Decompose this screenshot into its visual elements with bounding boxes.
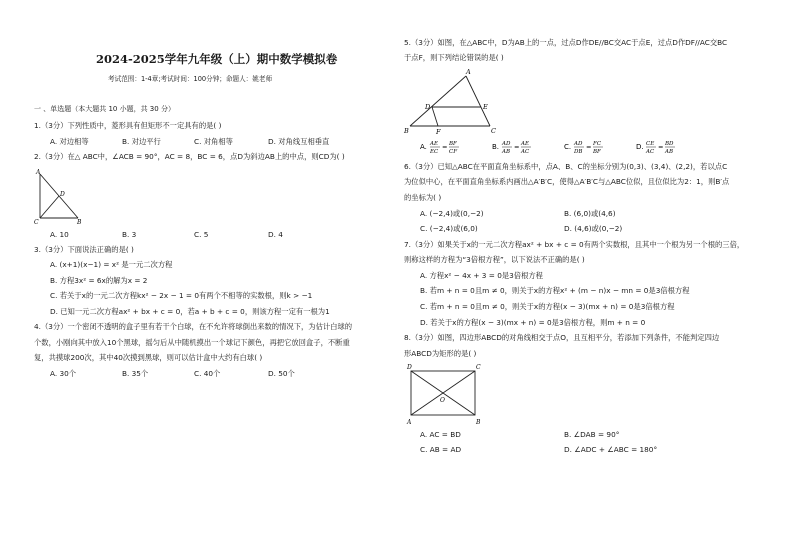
q8-label-o: O: [440, 397, 445, 404]
q6-option-d: D. (4,6)或(0,−2): [564, 224, 623, 233]
q1-option-c: C. 对角相等: [194, 137, 233, 146]
q7-option-b: B. 若m + n = 0且m ≠ 0，则关于x的方程x² + (m − n)x − mn = 0是3倍根方程: [420, 286, 690, 295]
q4-stem-line-2: 个数，小刚向其中放入10个黑球，摇匀后从中随机摸出一个球记下颜色，再把它放回盒子，不断重: [34, 338, 350, 347]
q7-option-c: C. 若m + n = 0且m ≠ 0，则关于x的方程(x − 3)(mx + n) = 0是3倍根方程: [420, 302, 675, 311]
q5-triangle-figure: [404, 70, 504, 136]
q2-option-d: D. 4: [268, 230, 283, 239]
q4-stem-line-3: 复，共摸球200次，其中40次摸到黑球，则可以估计盒中大约有白球( ): [34, 353, 263, 362]
svg-text:AD: AD: [574, 141, 583, 147]
q6-option-b: B. (6,0)或(4,6): [564, 209, 616, 218]
q8-option-b: B. ∠DAB = 90°: [564, 430, 620, 439]
q2-option-b: B. 3: [122, 230, 137, 239]
svg-text:C.: C.: [564, 143, 572, 151]
q8-option-d: D. ∠ADC + ∠ABC = 180°: [564, 445, 658, 454]
svg-text:B.: B.: [492, 143, 500, 151]
svg-text:AE: AE: [521, 141, 529, 147]
q5-label-e: E: [483, 103, 488, 111]
q8-stem-line-2: 形ABCD为矩形的是( ): [404, 349, 477, 358]
q4-stem-line-1: 4.（3分）一个密闭不透明的盒子里有若干个白球，在不允许将球倒出来数的情况下，为估计白球的: [34, 322, 353, 331]
q2-option-a: A. 10: [50, 230, 69, 239]
q4-option-d: D. 50个: [268, 369, 295, 378]
svg-text:DB: DB: [574, 149, 583, 155]
q3-option-c: C. 若关于x的一元二次方程kx² − 2x − 1 = 0有两个不相等的实数根，则k > −1: [50, 291, 313, 300]
q6-option-a: A. (−2,4)或(0,−2): [420, 209, 484, 218]
svg-text:AE: AE: [430, 141, 438, 147]
q5-label-d: D: [425, 103, 431, 111]
q3-option-a: A. (x+1)(x−1) = x² 是一元二次方程: [50, 260, 173, 269]
svg-text:FC: FC: [593, 141, 602, 147]
svg-text:BD: BD: [665, 141, 674, 147]
q4-option-a: A. 30个: [50, 369, 77, 378]
q2-label-d: D: [60, 191, 65, 198]
svg-text:=: =: [514, 143, 520, 151]
q5-label-c: C: [491, 127, 496, 135]
q6-option-c: C. (−2,4)或(6,0): [420, 224, 478, 233]
q3-stem: 3.（3分）下面说法正确的是( ): [34, 245, 134, 254]
q1-stem: 1.（3分）下列性质中，菱形具有但矩形不一定具有的是( ): [34, 121, 222, 130]
exam-title: 2024-2025学年九年级（上）期中数学模拟卷: [96, 52, 338, 66]
q6-stem-line-3: 的坐标为( ): [404, 193, 442, 202]
q2-label-a: A: [36, 169, 41, 176]
q7-option-a: A. 方程x² − 4x + 3 = 0是3倍根方程: [420, 271, 543, 280]
q5-option-b: [492, 138, 552, 158]
q5-option-c: [564, 138, 624, 158]
q8-option-c: C. AB = AD: [420, 445, 462, 454]
q5-stem-line-1: 5.（3分）如图，在△ABC中，D为AB上的一点，过点D作DE//BC交AC于点E，过点D作DF//AC交BC: [404, 38, 728, 47]
exam-info: 考试范围：1-4章;考试时间：100分钟；命题人：姚老师: [108, 75, 273, 83]
q6-stem-line-2: 为位似中心，在平面直角坐标系内画出△A′B′C，使得△A′B′C与△ABC位似，且位似比为2：1，则B′点: [404, 177, 730, 186]
q3-option-b: B. 方程3x² = 6x的解为x = 2: [50, 276, 148, 285]
q1-option-a: A. 对边相等: [50, 137, 89, 146]
q5-label-a: A: [466, 68, 471, 76]
q8-label-c: C: [476, 364, 481, 371]
svg-text:=: =: [658, 143, 664, 151]
svg-text:CF: CF: [449, 149, 458, 155]
svg-text:CE: CE: [646, 141, 655, 147]
q5-option-d: [636, 138, 696, 158]
q8-label-a: A: [407, 419, 412, 426]
q2-triangle-figure: [32, 166, 84, 226]
q2-stem: 2.（3分）在△ ABC中，∠ACB = 90°，AC = 8，BC = 6，点D为斜边AB上的中点，则CD为( ): [34, 152, 345, 161]
svg-text:AB: AB: [502, 149, 511, 155]
q4-option-b: B. 35个: [122, 369, 149, 378]
svg-text:=: =: [586, 143, 592, 151]
svg-text:AB: AB: [665, 149, 674, 155]
q2-label-b: B: [77, 219, 82, 226]
q7-stem-line-1: 7.（3分）如果关于x的一元二次方程ax² + bx + c = 0有两个实数根，且其中一个根为另一个根的三倍，: [404, 240, 745, 249]
q1-option-b: B. 对边平行: [122, 137, 161, 146]
q5-label-f: F: [436, 128, 441, 136]
q2-label-c: C: [34, 219, 39, 226]
q2-option-c: C. 5: [194, 230, 209, 239]
q8-label-b: B: [476, 419, 481, 426]
q4-option-c: C. 40个: [194, 369, 221, 378]
svg-text:A.: A.: [420, 143, 427, 151]
svg-text:BF: BF: [593, 149, 601, 155]
svg-text:D.: D.: [636, 143, 644, 151]
svg-text:EC: EC: [430, 149, 439, 155]
svg-text:AD: AD: [502, 141, 511, 147]
q5-label-b: B: [404, 127, 409, 135]
q5-stem-line-2: 于点F，则下列结论错误的是( ): [404, 53, 504, 62]
q1-option-d: D. 对角线互相垂直: [268, 137, 330, 146]
svg-text:AC: AC: [646, 149, 655, 155]
svg-text:AC: AC: [521, 149, 530, 155]
q7-stem-line-2: 则称这样的方程为“3倍根方程”，以下说法不正确的是( ): [404, 255, 585, 264]
q5-option-a: [420, 138, 480, 158]
q8-label-d: D: [407, 364, 412, 371]
svg-text:=: =: [442, 143, 448, 151]
section-heading: 一 、单选题（本大题共 10 小题，共 30 分）: [34, 105, 175, 113]
q8-rectangle-figure: [404, 364, 484, 428]
q7-option-d: D. 若关于x的方程(x − 3)(mx + n) = 0是3倍根方程，则m + n = 0: [420, 318, 646, 327]
q6-stem-line-1: 6.（3分）已知△ABC在平面直角坐标系中，点A、B、C的坐标分别为(0,3)、(3,4)、(2,2)，若以点C: [404, 162, 728, 171]
q8-stem-line-1: 8.（3分）如图，四边形ABCD的对角线相交于点O，且互相平分，若添加下列条件，不能判定四边: [404, 333, 720, 342]
q8-option-a: A. AC = BD: [420, 430, 461, 439]
q3-option-d: D. 已知一元二次方程ax² + bx + c = 0，若a + b + c = 0，则该方程一定有一根为1: [50, 307, 330, 316]
svg-text:BF: BF: [449, 141, 457, 147]
